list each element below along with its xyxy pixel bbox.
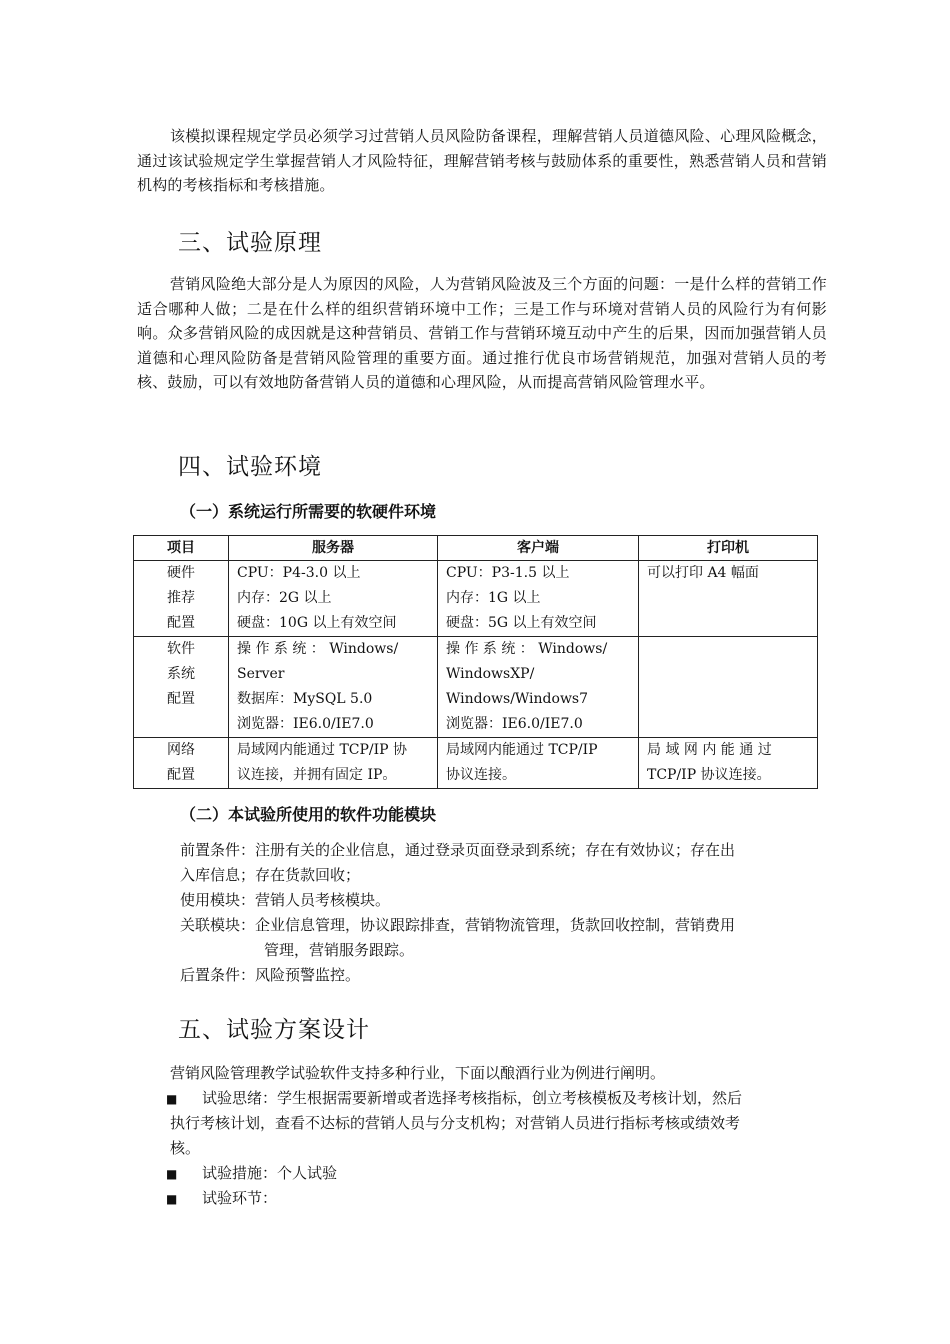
row-label: 硬件 推荐 配置 — [134, 561, 229, 637]
section4-heading: 四、试验环境 — [178, 454, 322, 480]
bullet-approach-line2: 执行考核计划，查看不达标的营销人员与分支机构；对营销人员进行指标考核或绩效考 — [170, 1114, 741, 1132]
precondition-line2: 入库信息；存在货款回收； — [180, 866, 361, 884]
section5-heading: 五、试验方案设计 — [178, 1017, 370, 1043]
table-header-row — [134, 536, 818, 561]
section5-intro: 营销风险管理教学试验软件支持多种行业，下面以酿酒行业为例进行阐明。 — [170, 1064, 666, 1082]
bullet-method: ■ 试验措施：个人试验 — [166, 1161, 826, 1187]
section3-heading: 三、试验原理 — [178, 230, 322, 256]
related-modules-line2: 管理，营销服务跟踪。 — [264, 941, 415, 959]
table-row — [134, 561, 818, 637]
header-item: 项目 — [134, 536, 229, 561]
bullet-approach: ■ 试验思绪：学生根据需要新增或者选择考核指标，创立考核模板及考核计划，然后 — [166, 1086, 826, 1112]
postcondition: 后置条件：风险预警监控。 — [180, 966, 361, 984]
client-cell: CPU：P3-1.5 以上 内存：1G 以上 硬盘：5G 以上有效空间 — [438, 561, 639, 637]
header-server: 服务器 — [229, 536, 438, 561]
printer-cell: 局 域 网 内 能 通 过 TCP/IP 协议连接。 — [639, 738, 818, 789]
row-label: 网络 配置 — [134, 738, 229, 789]
bullet-square-icon: ■ — [166, 1167, 178, 1181]
bullet-square-icon: ■ — [166, 1192, 178, 1206]
server-cell: CPU：P4-3.0 以上 内存：2G 以上 硬盘：10G 以上有效空间 — [229, 561, 438, 637]
printer-cell: 可以打印 A4 幅面 — [639, 561, 818, 637]
printer-cell — [639, 637, 818, 738]
section3-body: 营销风险绝大部分是人为原因的风险，人为营销风险波及三个方面的问题：一是什么样的营销工作适合哪种人做；二是在什么样的组织营销环境中工作；三是工作与环境对营销人员的风险行为有何影响。众多营销风险的成因就是这种营销员、营销工作与营销环境互动中产生的后果，因而加强营销人员道德和心理风险防备是营销风险管理的重要方面。通过推行优良市场营销规范，加强对营销人员的考核、鼓励，可以有效地防备营销人员的道德和心理风险，从而提高营销风险管理水平。 — [137, 275, 827, 391]
header-printer: 打印机 — [639, 536, 818, 561]
section4-sub2: （二）本试验所使用的软件功能模块 — [180, 805, 437, 824]
environment-table — [133, 535, 818, 789]
bullet-square-icon: ■ — [166, 1092, 178, 1106]
use-module: 使用模块：营销人员考核模块。 — [180, 891, 391, 909]
intro-paragraph: 该模拟课程规定学员必须学习过营销人员风险防备课程，理解营销人员道德风险、心理风险概念，通过该试验规定学生掌握营销人才风险特征，理解营销考核与鼓励体系的重要性，熟悉营销人员和营销机构的考核指标和考核措施。 — [137, 127, 827, 194]
bullet-approach-line3: 核。 — [170, 1139, 201, 1157]
server-cell: 局域网内能通过 TCP/IP 协 议连接，并拥有固定 IP。 — [229, 738, 438, 789]
precondition-line1: 前置条件：注册有关的企业信息，通过登录页面登录到系统；存在有效协议；存在出 — [180, 841, 736, 859]
section4-sub1: （一）系统运行所需要的软硬件环境 — [180, 502, 437, 521]
related-modules-line1: 关联模块：企业信息管理，协议跟踪排查，营销物流管理，货款回收控制，营销费用 — [180, 916, 736, 934]
table-row — [134, 637, 818, 738]
client-cell: 操 作 系 统 ： Windows/ WindowsXP/ Windows/Windows7 浏览器：IE6.0/IE7.0 — [438, 637, 639, 738]
server-cell: 操 作 系 统 ： Windows/ Server 数据库：MySQL 5.0 浏览器：IE6.0/IE7.0 — [229, 637, 438, 738]
modules-block — [180, 838, 735, 988]
header-client: 客户端 — [438, 536, 639, 561]
row-label: 软件 系统 配置 — [134, 637, 229, 738]
table-row — [134, 738, 818, 789]
bullet-steps: ■ 试验环节： — [166, 1186, 826, 1212]
client-cell: 局域网内能通过 TCP/IP 协议连接。 — [438, 738, 639, 789]
